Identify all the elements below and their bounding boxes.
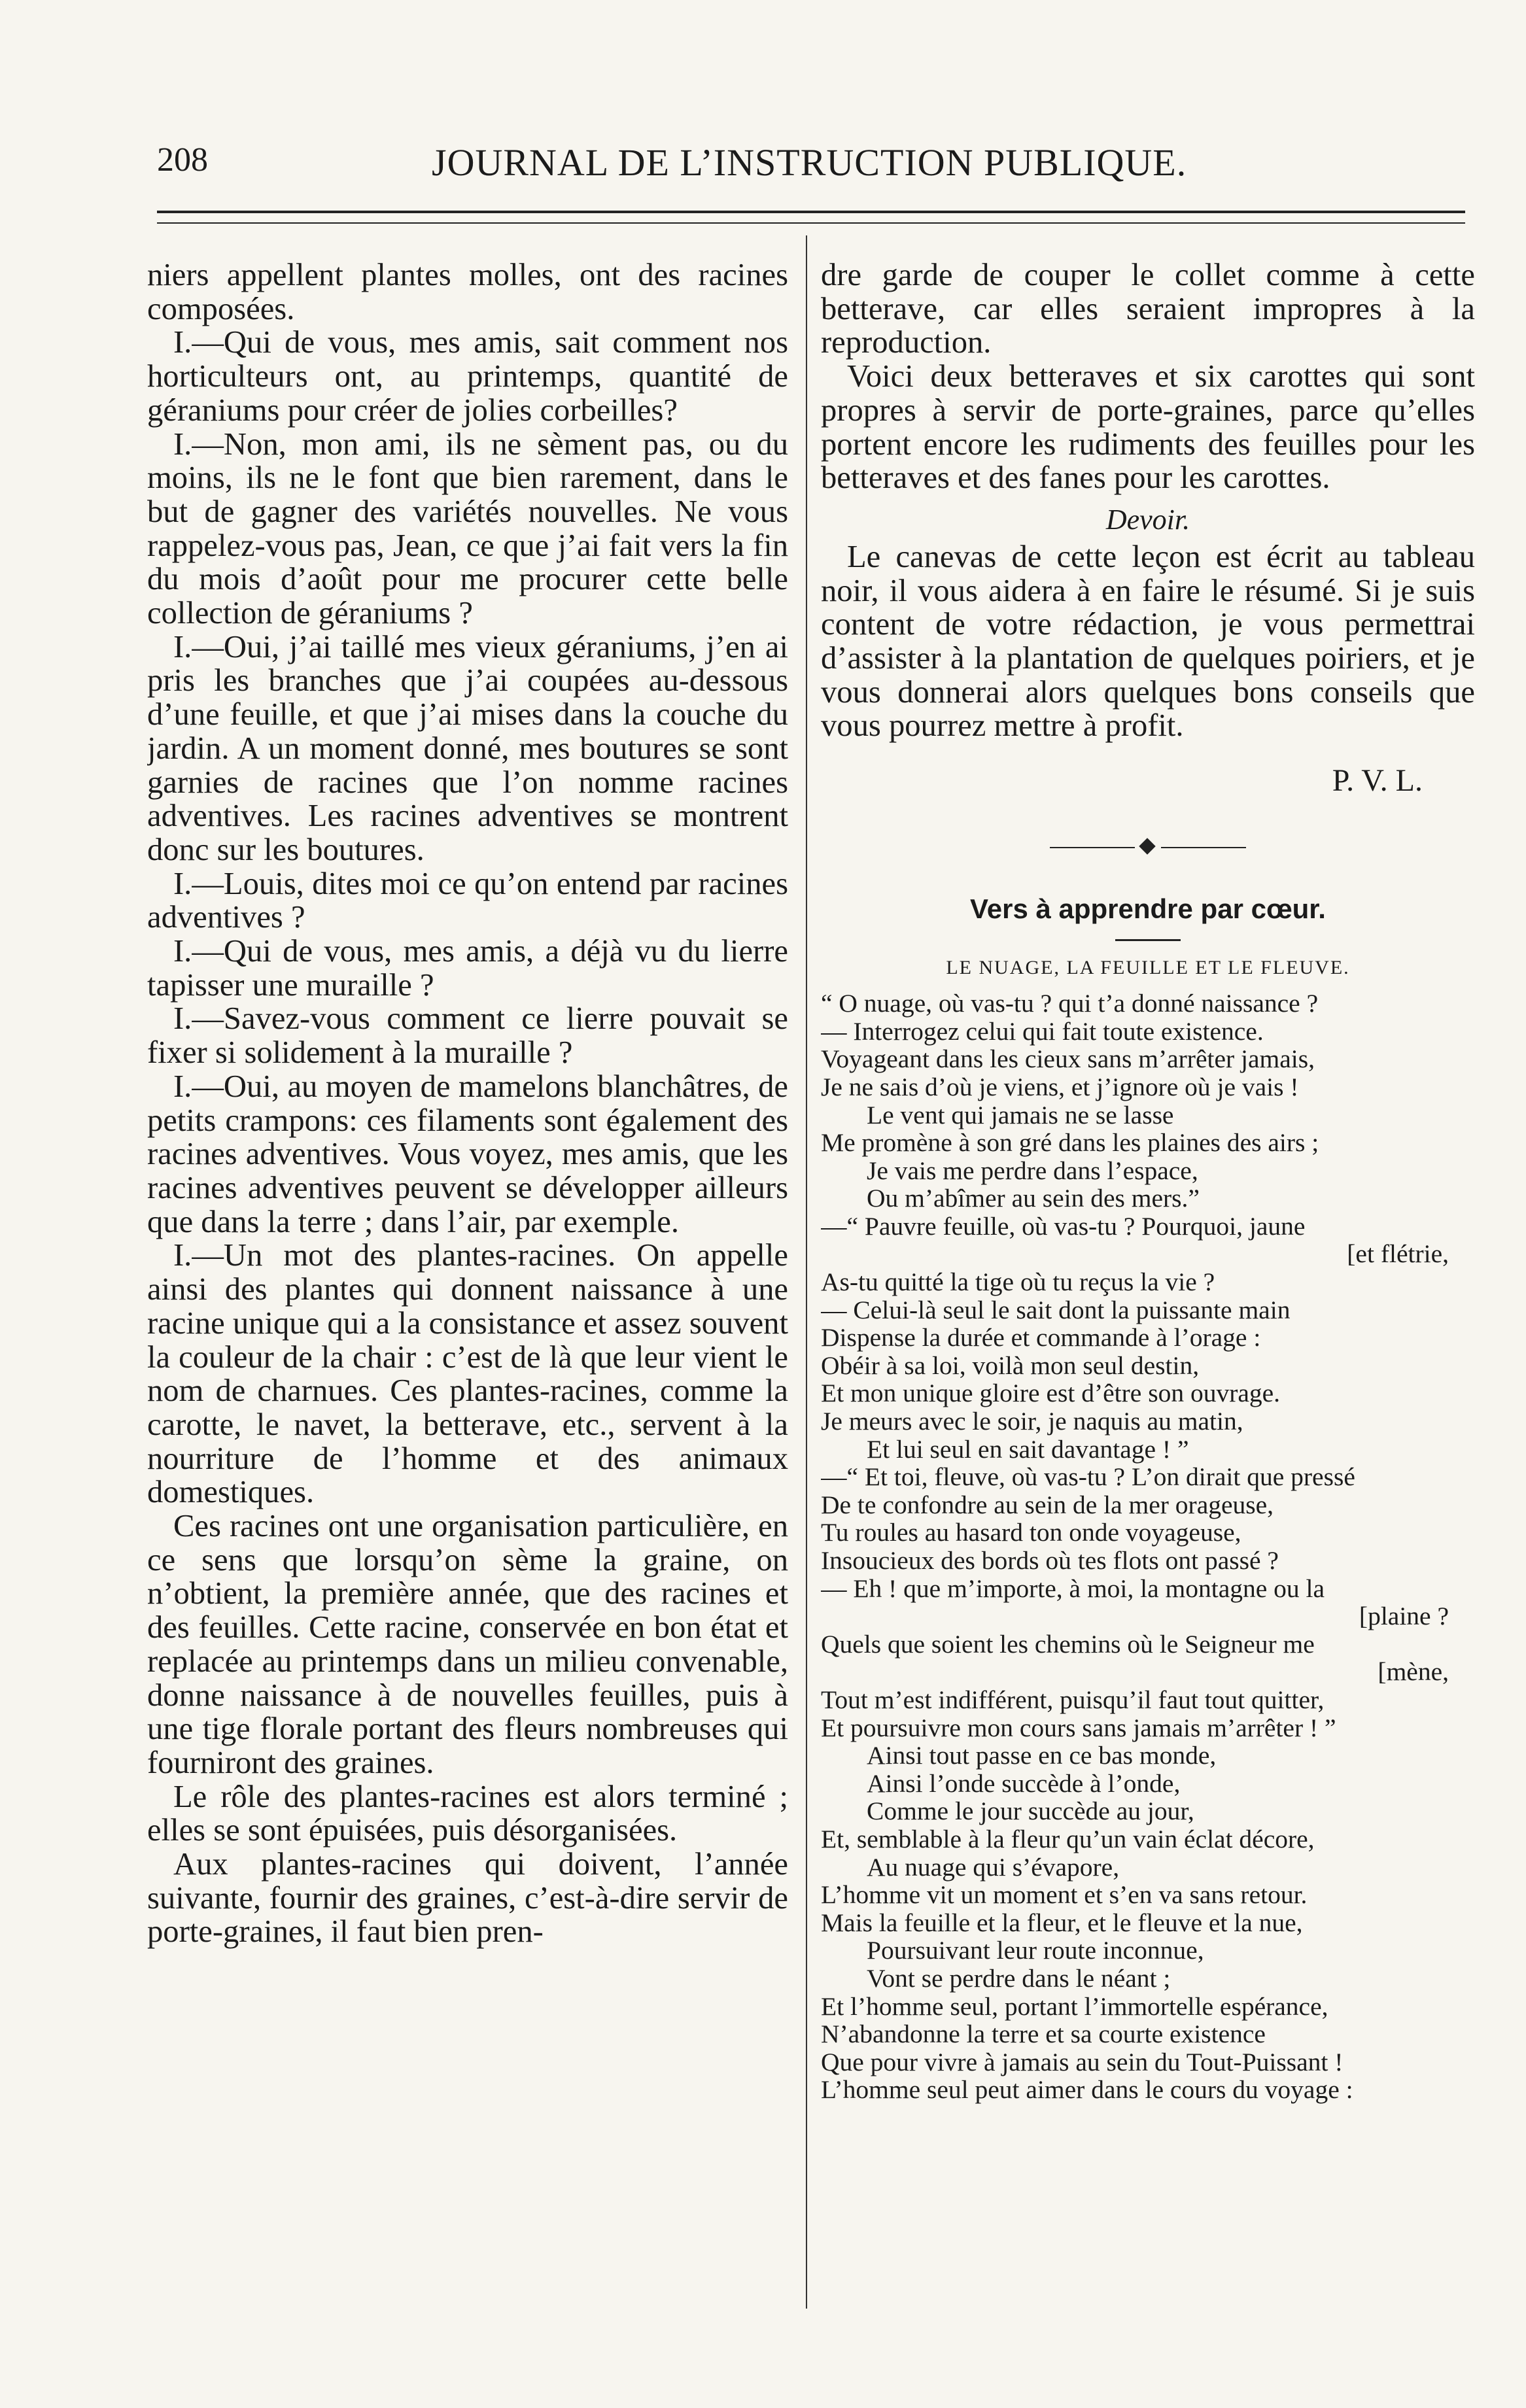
right-column: [821, 258, 1475, 2305]
paragraph: Aux plantes-racines qui doivent, l’année suivante, fournir des graines, c’est-à-dire servir de porte-graines, il faut bien pren-: [147, 1846, 788, 1950]
paragraph: I.—Qui de vous, mes amis, sait comment nos horticulteurs ont, au printemps, quantité de géraniums pour créer de jolies corbeilles?: [147, 324, 788, 428]
poem-line: Je meurs avec le soir, je naquis au matin,: [821, 1407, 1243, 1436]
short-rule: [1115, 939, 1181, 941]
paragraph: dre garde de couper le collet comme à cette betterave, car elles seraient impropres à la reproduction.: [821, 258, 1475, 360]
poem-line: Le vent qui jamais ne se lasse: [867, 1100, 1174, 1129]
paragraph: I.—Un mot des plantes-racines. On appelle ainsi des plantes qui donnent naissance à une racine unique qui a la consistance et assez souvent la couleur de la chair : c’est de là que leur vient le nom de charnues. Ces plantes-racines, comme la carotte, le navet, la betterave, etc., servent à la nourriture de l’homme et des animaux domestiques.: [147, 1237, 788, 1510]
poem-line: Ou m’abîmer au sein des mers.”: [867, 1184, 1200, 1213]
paragraph: Ces racines ont une organisation particulière, en ce sens que lorsqu’on sème la graine, on n’obtient, la première année, que des racines et des feuilles. Cette racine, conservée en bon état et replacée au printemps dans un milieu convenable, donne naissance à de nouvelles feuilles, puis à une tige florale portant des fleurs nombreuses qui fourniront des graines.: [147, 1508, 788, 1780]
poem-line: Me promène à son gré dans les plaines des airs ;: [821, 1128, 1319, 1158]
poem-line: Et poursuivre mon cours sans jamais m’arrêter ! ”: [821, 1713, 1336, 1742]
paragraph: Voici deux betteraves et six carottes qui sont propres à servir de porte-graines, parce qu’elles portent encore les rudiments des feuilles pour les betteraves et des fanes pour les carottes.: [821, 358, 1475, 496]
poem-line: Et lui seul en sait davantage ! ”: [867, 1434, 1189, 1464]
poem-line: L’homme vit un moment et s’en va sans retour.: [821, 1880, 1308, 1910]
poem-line: Ainsi tout passe en ce bas monde,: [867, 1741, 1217, 1770]
poem-line: Je vais me perdre dans l’espace,: [867, 1156, 1198, 1185]
poem-line: Insoucieux des bords où tes flots ont passé ?: [821, 1546, 1279, 1575]
paragraph: Le rôle des plantes-racines est alors terminé ; elles se sont épuisées, puis désorganisées.: [147, 1778, 788, 1848]
poem-line: —“ Et toi, fleuve, où vas-tu ? L’on dirait que pressé: [821, 1462, 1355, 1492]
poem-line: L’homme seul peut aimer dans le cours du voyage :: [821, 2075, 1353, 2105]
poem-section-heading: Vers à apprendre par cœur.: [970, 893, 1326, 925]
poem-line: As-tu quitté la tige où tu reçus la vie ?: [821, 1267, 1215, 1297]
poem-title: LE NUAGE, LA FEUILLE ET LE FLEUVE.: [946, 957, 1350, 979]
page-number: 208: [157, 141, 208, 179]
poem-line: — Eh ! que m’importe, à moi, la montagne ou la: [821, 1574, 1325, 1603]
poem-line: Au nuage qui s’évapore,: [867, 1852, 1120, 1882]
poem-line: N’abandonne la terre et sa courte existence: [821, 2020, 1266, 2049]
poem-line: Dispense la durée et commande à l’orage :: [821, 1323, 1261, 1352]
poem-line: Que pour vivre à jamais au sein du Tout-Puissant !: [821, 2047, 1344, 2076]
poem-line: Et l’homme seul, portant l’immortelle espérance,: [821, 1991, 1328, 2021]
poem-line: Tu roules au hasard ton onde voyageuse,: [821, 1518, 1241, 1547]
paragraph: I.—Oui, au moyen de mamelons blanchâtres, de petits crampons: ces filaments sont également des racines adventives. Vous voyez, mes amis, que les racines adventives peuvent se développer ailleurs que dans la terre ; dans l’air, par exemple.: [147, 1068, 788, 1239]
paragraph: I.—Oui, j’ai taillé mes vieux géraniums, j’en ai pris les branches que j’ai coupées au-dessous d’une feuille, et que j’ai mises dans la couche du jardin. A un moment donné, mes boutures se sont garnies de racines que l’on nomme racines adventives. Les racines adventives se montrent donc sur les boutures.: [147, 628, 788, 867]
poem-line: Poursuivant leur route inconnue,: [867, 1936, 1204, 1965]
poem-line: —“ Pauvre feuille, où vas-tu ? Pourquoi, jaune: [821, 1211, 1306, 1241]
poem-line: Je ne sais d’où je viens, et j’ignore où je vais !: [821, 1072, 1299, 1101]
column-divider: [806, 235, 807, 2309]
poem-line: Tout m’est indifférent, puisqu’il faut tout quitter,: [821, 1685, 1325, 1714]
poem-line: — Interrogez celui qui fait toute existence.: [821, 1016, 1264, 1046]
poem-line: Comme le jour succède au jour,: [867, 1797, 1194, 1826]
poem-line: Obéir à sa loi, voilà mon seul destin,: [821, 1350, 1200, 1380]
poem-line: Vont se perdre dans le néant ;: [867, 1963, 1171, 1993]
poem-line: Quels que soient les chemins où le Seigneur me: [821, 1629, 1315, 1659]
poem-line-continuation: [mène,: [1378, 1657, 1449, 1687]
running-title: JOURNAL DE L’INSTRUCTION PUBLIQUE.: [432, 141, 1187, 184]
paragraph: I.—Non, mon ami, ils ne sèment pas, ou du moins, ils ne le font que bien rarement, dans le but de gagner des variétés nouvelles. Ne vous rappelez-vous pas, Jean, ce que j’ai fait vers la fin du mois d’août pour me procurer cette belle collection de géraniums ?: [147, 426, 788, 631]
poem-line-continuation: [plaine ?: [1359, 1602, 1449, 1631]
poem-line: De te confondre au sein de la mer orageuse,: [821, 1490, 1274, 1519]
page-header: [157, 141, 1465, 199]
poem-line: Ainsi l’onde succède à l’onde,: [867, 1768, 1181, 1798]
devoir-text: Le canevas de cette leçon est écrit au tableau noir, il vous aidera à en faire le résumé. Si je suis content de votre rédaction, je vous permettrai d’assister à la plantation de quelques poiriers, et je vous donnerai alors quelques bons conseils que vous pourrez mettre à profit.: [821, 538, 1475, 744]
poem-line: “ O nuage, où vas-tu ? qui t’a donné naissance ?: [821, 989, 1319, 1018]
devoir-heading: Devoir.: [1105, 503, 1190, 536]
signature: P. V. L.: [1332, 763, 1423, 799]
ornament-divider: [1050, 838, 1246, 857]
poem-line: Mais la feuille et la fleur, et le fleuve et la nue,: [821, 1908, 1303, 1937]
poem: [821, 989, 1475, 2104]
poem-line-continuation: [et flétrie,: [1347, 1239, 1449, 1269]
poem-line: — Celui-là seul le sait dont la puissante main: [821, 1295, 1291, 1324]
poem-line: Et mon unique gloire est d’être son ouvrage.: [821, 1379, 1281, 1408]
header-double-rule: [157, 211, 1465, 224]
paragraph: niers appellent plantes molles, ont des racines composées.: [147, 258, 788, 326]
paragraph: I.—Louis, dites moi ce qu’on entend par racines adventives ?: [147, 865, 788, 935]
poem-line: Et, semblable à la fleur qu’un vain éclat décore,: [821, 1824, 1315, 1853]
poem-line: Voyageant dans les cieux sans m’arrêter jamais,: [821, 1044, 1315, 1074]
paragraph: I.—Savez-vous comment ce lierre pouvait se fixer si solidement à la muraille ?: [147, 1001, 788, 1071]
paragraph: I.—Qui de vous, mes amis, a déjà vu du lierre tapisser une muraille ?: [147, 933, 788, 1003]
left-column: [147, 258, 788, 2299]
